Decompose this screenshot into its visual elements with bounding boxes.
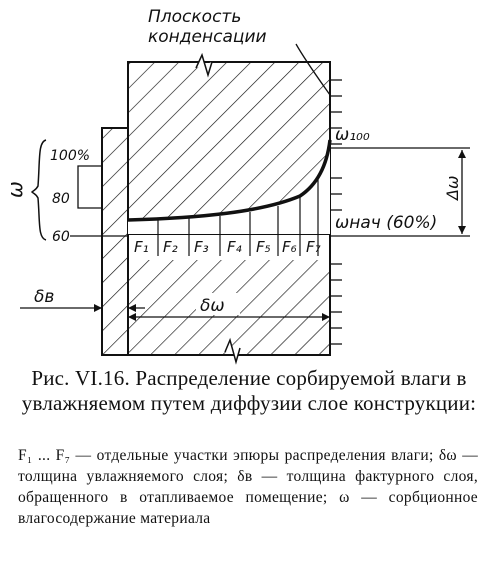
scale-top-label: 100%: [50, 148, 91, 164]
delta-b-label: δв: [34, 287, 55, 307]
omega-axis-label: ω: [3, 181, 27, 198]
segment-label-f5: F₅: [256, 238, 271, 256]
plane-label-line1: Плоскость: [148, 7, 242, 27]
scale-mid-label: 80: [52, 191, 70, 207]
figure-caption-body: F₁ ... F₇ — отдельные участки эпюры распределения влаги; δω — толщина увлажняемого слоя; δв — толщина фактурного слоя, обращенного в отапливаемое помещение; ω — сорбционное влагосодержание материала: [18, 447, 478, 527]
plane-label-line2: конденсации: [148, 27, 267, 47]
delta-omega-label: Δω: [443, 175, 462, 200]
facing-layer: [102, 128, 128, 355]
segment-label-f3: F₃: [194, 238, 209, 256]
segment-label-f6: F₆: [282, 238, 297, 256]
segment-label-f1: F₁: [134, 238, 149, 256]
figure-caption-title: Рис. VI.16. Распределение сорбируемой влаги в увлажняемом путем диффузии слое конструкции:: [21, 366, 477, 415]
segment-label-f2: F₂: [163, 238, 178, 256]
right-boundary-ticks: [330, 80, 342, 344]
delta-omega-thickness-label: δω: [200, 296, 225, 316]
omega-100-label: ω₁₀₀: [335, 125, 370, 145]
scale-brace: [32, 140, 46, 240]
scale-bottom-label: 60: [52, 229, 70, 245]
segment-label-f4: F₄: [227, 238, 242, 256]
omega-initial-label: ωнач (60%): [335, 213, 438, 233]
segment-label-f7: F₇: [306, 238, 321, 256]
